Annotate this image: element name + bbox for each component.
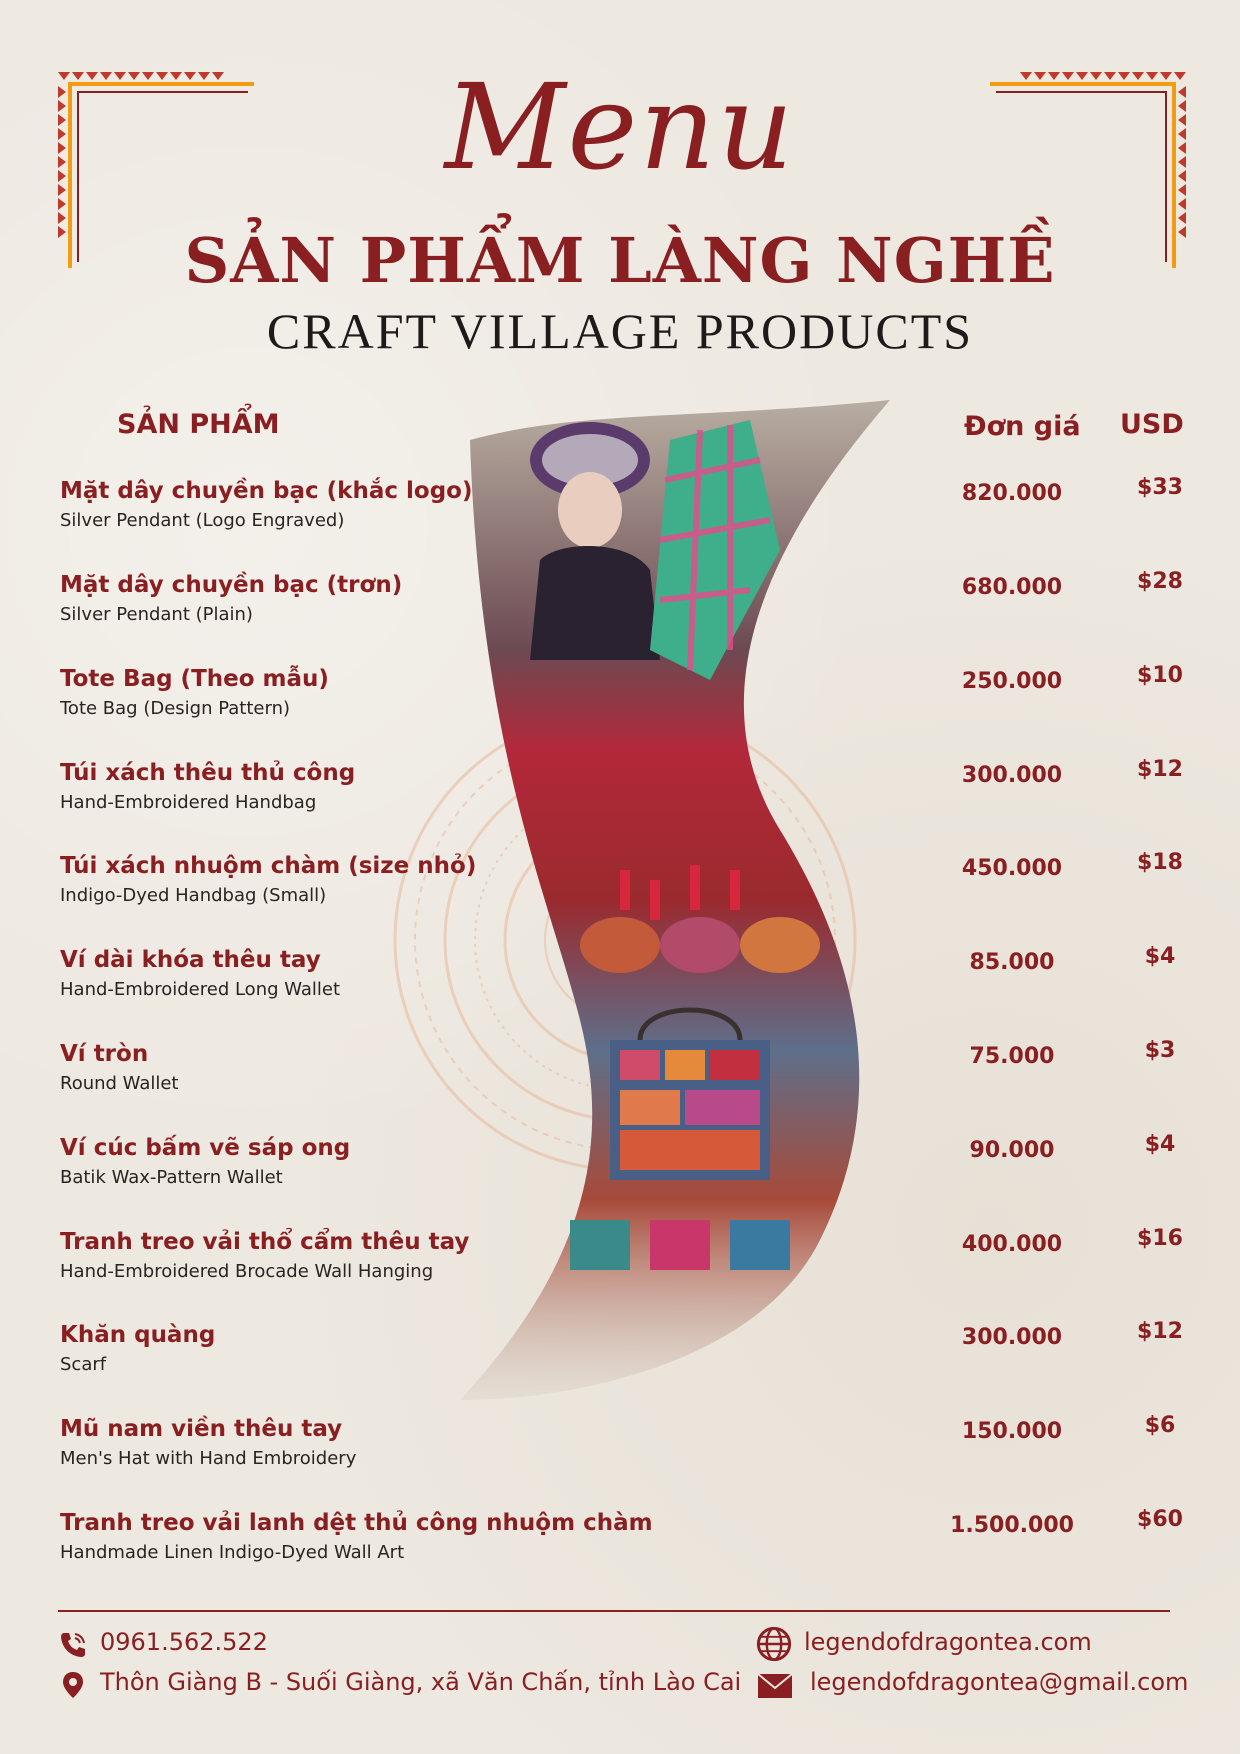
contact-email[interactable] (756, 1668, 1189, 1702)
menu-item (60, 569, 1183, 652)
page-title-en: CRAFT VILLAGE PRODUCTS (266, 303, 974, 359)
contact-address (58, 1668, 758, 1702)
globe-icon (756, 1626, 792, 1662)
item-price-vnd: 300.000 (961, 1325, 1063, 1350)
item-price-usd: $16 (1137, 1226, 1183, 1251)
item-price-vnd: 250.000 (961, 669, 1063, 694)
contact-website[interactable] (756, 1628, 1176, 1662)
item-name-vi: Tranh treo vải lanh dệt thủ công nhuộm chàm (60, 1510, 653, 1536)
item-name-en: Hand-Embroidered Long Wallet (60, 979, 341, 1000)
phone-icon (58, 1630, 88, 1660)
item-price-usd: $33 (1137, 475, 1183, 500)
menu-item (60, 1507, 1183, 1590)
menu-item (60, 663, 1183, 746)
website-link: legendofdragontea.com (804, 1628, 1092, 1656)
menu-item (60, 757, 1183, 840)
page-title-vi: SẢN PHẨM LÀNG NGHỀ (184, 224, 1056, 297)
item-price-vnd: 680.000 (961, 575, 1063, 600)
item-name-vi: Túi xách nhuộm chàm (size nhỏ) (60, 853, 477, 879)
phone-number: 0961.562.522 (100, 1628, 268, 1656)
menu-script-title: Menu (444, 58, 796, 196)
menu-item (60, 475, 1183, 558)
item-name-vi: Tranh treo vải thổ cẩm thêu tay (60, 1229, 470, 1255)
column-header-price: Đơn giá (964, 411, 1081, 442)
item-name-vi: Mặt dây chuyền bạc (trơn) (60, 572, 403, 598)
item-price-vnd: 90.000 (969, 1138, 1055, 1163)
menu-item (60, 1226, 1183, 1309)
item-name-en: Scarf (60, 1354, 107, 1375)
item-name-vi: Khăn quàng (60, 1322, 216, 1348)
item-name-en: Hand-Embroidered Brocade Wall Hanging (60, 1261, 434, 1282)
item-name-en: Indigo-Dyed Handbag (Small) (60, 885, 327, 906)
contact-phone[interactable] (58, 1628, 458, 1662)
item-price-usd: $28 (1137, 569, 1183, 594)
item-name-vi: Ví dài khóa thêu tay (60, 947, 321, 973)
item-name-en: Tote Bag (Design Pattern) (60, 698, 291, 719)
item-price-vnd: 85.000 (969, 950, 1055, 975)
item-price-usd: $12 (1137, 1319, 1183, 1344)
item-price-vnd: 1.500.000 (950, 1513, 1074, 1538)
item-price-vnd: 75.000 (969, 1044, 1055, 1069)
item-price-vnd: 150.000 (961, 1419, 1063, 1444)
item-name-en: Silver Pendant (Logo Engraved) (60, 510, 345, 531)
item-name-vi: Ví cúc bấm vẽ sáp ong (60, 1135, 351, 1161)
item-name-vi: Ví tròn (60, 1041, 149, 1067)
footer-divider (58, 1610, 1170, 1612)
item-price-usd: $6 (1144, 1413, 1176, 1438)
item-name-en: Handmade Linen Indigo-Dyed Wall Art (60, 1542, 405, 1563)
item-price-vnd: 820.000 (961, 481, 1063, 506)
item-name-vi: Tote Bag (Theo mẫu) (60, 666, 329, 692)
item-name-en: Men's Hat with Hand Embroidery (60, 1448, 357, 1469)
item-name-en: Silver Pendant (Plain) (60, 604, 253, 625)
menu-item (60, 1132, 1180, 1215)
column-header-product: SẢN PHẨM (117, 409, 280, 440)
item-price-usd: $10 (1137, 663, 1183, 688)
item-price-vnd: 400.000 (961, 1232, 1063, 1257)
item-price-usd: $3 (1144, 1038, 1176, 1063)
menu-item (60, 1038, 1180, 1121)
item-name-vi: Mũ nam viền thêu tay (60, 1416, 343, 1442)
item-price-usd: $18 (1137, 850, 1183, 875)
item-price-usd: $60 (1137, 1507, 1183, 1532)
item-name-vi: Mặt dây chuyền bạc (khắc logo) (60, 478, 473, 504)
item-price-usd: $12 (1137, 757, 1183, 782)
email-link: legendofdragontea@gmail.com (810, 1668, 1189, 1696)
column-header-usd: USD (1120, 409, 1184, 440)
envelope-icon (756, 1673, 794, 1699)
menu-item (60, 850, 1183, 933)
item-name-en: Batik Wax-Pattern Wallet (60, 1167, 283, 1188)
item-price-vnd: 300.000 (961, 763, 1063, 788)
address-text: Thôn Giàng B - Suối Giàng, xã Văn Chấn, tỉnh Lào Cai (100, 1668, 742, 1696)
location-pin-icon (58, 1670, 88, 1700)
item-name-vi: Túi xách thêu thủ công (60, 760, 356, 786)
menu-item (60, 944, 1180, 1027)
item-price-vnd: 450.000 (961, 856, 1063, 881)
item-name-en: Round Wallet (60, 1073, 179, 1094)
item-name-en: Hand-Embroidered Handbag (60, 792, 317, 813)
menu-item (60, 1319, 1183, 1402)
menu-item (60, 1413, 1180, 1496)
item-price-usd: $4 (1144, 944, 1176, 969)
item-price-usd: $4 (1144, 1132, 1176, 1157)
